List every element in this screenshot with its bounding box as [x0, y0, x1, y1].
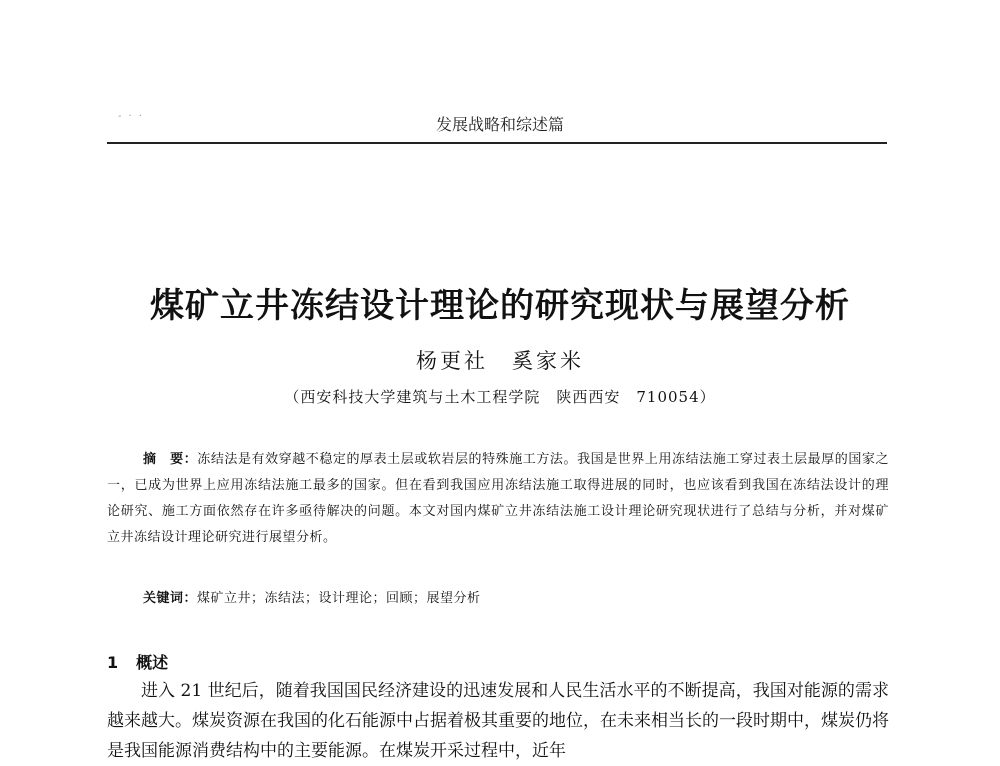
article-title: 煤矿立井冻结设计理论的研究现状与展望分析: [150, 286, 850, 326]
abstract-label: 摘 要：: [143, 452, 198, 467]
section-title: 概述: [136, 653, 169, 672]
scan-artifact-marks: - · ·: [118, 111, 145, 122]
section-body: [107, 676, 889, 766]
article-affiliation: （西安科技大学建筑与土木工程学院 陕西西安 710054）: [284, 388, 716, 406]
keywords-label: 关键词：: [143, 591, 198, 606]
keywords-block: [143, 587, 481, 606]
abstract-block: [107, 447, 889, 551]
keywords-text: 煤矿立井；冻结法；设计理论；回顾；展望分析: [197, 591, 481, 606]
article-authors: 杨更社 奚家米: [416, 349, 584, 373]
body-paragraph: 进入 21 世纪后，随着我国国民经济建设的迅速发展和人民生活水平的不断提高，我国对能源的需求越来越大。煤炭资源在我国的化石能源中占据着极其重要的地位，在未来相当长的一段时期中，煤炭仍将是我国能源消费结构中的主要能源。在煤炭开采过程中，近年: [107, 681, 889, 761]
header-rule: [107, 142, 887, 144]
abstract-text: 冻结法是有效穿越不稳定的厚表土层或软岩层的特殊施工方法。我国是世界上用冻结法施工穿过表土层最厚的国家之一，已成为世界上应用冻结法施工最多的国家。但在看到我国应用冻结法施工取得进展的同时，也应该看到我国在冻结法设计的理论研究、施工方面依然存在许多亟待解决的问题。本文对国内煤矿立井冻结法施工设计理论研究现状进行了总结与分析，并对煤矿立井冻结设计理论研究进行展望分析。: [107, 452, 889, 545]
section-number: 1: [107, 653, 119, 672]
running-header: 发展战略和综述篇: [435, 115, 564, 134]
section-heading: [107, 650, 168, 673]
